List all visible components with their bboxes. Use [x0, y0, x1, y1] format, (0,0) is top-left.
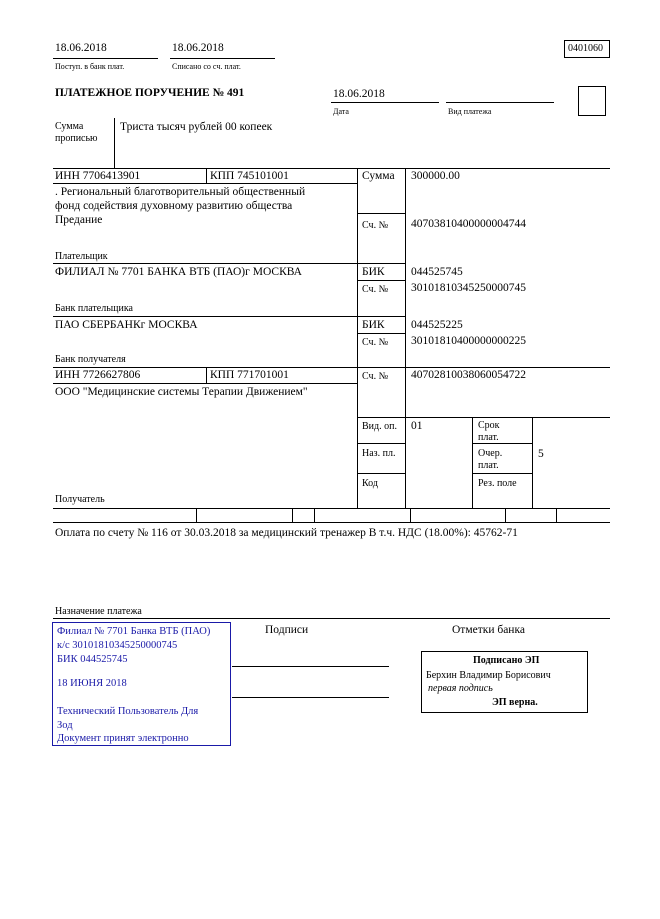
- kod-label: Код: [362, 478, 378, 489]
- purpose-label: Назначение платежа: [55, 606, 142, 617]
- ep-stamp: [421, 651, 588, 713]
- naz-pl-label: Наз. пл.: [362, 448, 396, 459]
- ep-stamp-verified: ЭП верна.: [492, 697, 538, 708]
- payer-bank-label: Банк плательщика: [55, 303, 133, 314]
- sum-value: 300000.00: [411, 170, 460, 182]
- form-code: 0401060: [568, 43, 603, 54]
- amount-words-value: Триста тысяч рублей 00 копеек: [120, 121, 273, 133]
- payer-name-line-3: Предание: [55, 214, 103, 226]
- payer-account-value: 40703810400000004744: [411, 218, 526, 230]
- bank-stamp-line-6: Зод: [57, 720, 73, 731]
- form-code-box: [564, 40, 610, 58]
- bank-stamp-line-5: Технический Пользователь Для: [57, 706, 199, 717]
- sum-label: Сумма: [362, 170, 395, 182]
- bank-stamp: [52, 622, 231, 746]
- received-label: Поступ. в банк плат.: [55, 62, 125, 71]
- bank-marks-label: Отметки банка: [452, 624, 525, 636]
- payer-bank-name: ФИЛИАЛ № 7701 БАНКА ВТБ (ПАО)г МОСКВА: [55, 266, 302, 278]
- payer-bank-bik-label: БИК: [362, 266, 385, 278]
- payee-bank-label: Банк получателя: [55, 354, 126, 365]
- ocher-label-1: Очер.: [478, 448, 503, 459]
- purpose-text: Оплата по счету № 116 от 30.03.2018 за медицинский тренажер В т.ч. НДС (18.00%): 45762-71: [55, 527, 518, 539]
- received-date: 18.06.2018: [55, 42, 107, 54]
- payee-inn: ИНН 7726627806: [55, 369, 141, 381]
- vid-op-label: Вид. оп.: [362, 421, 397, 432]
- bank-stamp-line-3: БИК 044525745: [57, 654, 128, 665]
- debited-date: 18.06.2018: [172, 42, 224, 54]
- ep-stamp-title: Подписано ЭП: [473, 655, 540, 666]
- date-label: Дата: [333, 107, 349, 116]
- payee-kpp: КПП 771701001: [210, 369, 289, 381]
- bank-stamp-date: 18 ИЮНЯ 2018: [57, 678, 127, 689]
- vid-op-value: 01: [411, 420, 423, 432]
- bank-stamp-line-1: Филиал № 7701 Банка ВТБ (ПАО): [57, 626, 211, 637]
- payment-type-box: [578, 86, 606, 116]
- payee-bank-account-label: Сч. №: [362, 337, 389, 348]
- amount-words-label-2: прописью: [55, 133, 98, 144]
- payee-bank-account-value: 30101810400000000225: [411, 335, 526, 347]
- signatures-label: Подписи: [265, 624, 309, 636]
- payee-name: ООО "Медицинские системы Терапии Движением": [55, 386, 308, 398]
- payer-bank-account-label: Сч. №: [362, 284, 389, 295]
- srok-label-1: Срок: [478, 420, 500, 431]
- payee-account-label: Сч. №: [362, 371, 389, 382]
- payer-inn: ИНН 7706413901: [55, 170, 141, 182]
- payer-label: Плательщик: [55, 251, 108, 262]
- payer-name-line-1: . Региональный благотворительный общественный: [55, 186, 306, 198]
- payment-type-label: Вид платежа: [448, 107, 492, 116]
- ocher-label-2: плат.: [478, 460, 499, 471]
- document-date: 18.06.2018: [333, 88, 385, 100]
- payer-account-label: Сч. №: [362, 220, 389, 231]
- payer-bank-bik-value: 044525745: [411, 266, 463, 278]
- payee-bank-name: ПАО СБЕРБАНКг МОСКВА: [55, 319, 198, 331]
- document-title: ПЛАТЕЖНОЕ ПОРУЧЕНИЕ № 491: [55, 87, 245, 99]
- payee-label: Получатель: [55, 494, 105, 505]
- payee-bank-bik-label: БИК: [362, 319, 385, 331]
- payee-account-value: 40702810038060054722: [411, 369, 526, 381]
- ocher-value: 5: [538, 448, 544, 460]
- amount-words-label-1: Сумма: [55, 121, 84, 132]
- bank-stamp-line-2: к/с 30101810345250000745: [57, 640, 178, 651]
- srok-label-2: плат.: [478, 432, 499, 443]
- payer-bank-account-value: 30101810345250000745: [411, 282, 526, 294]
- payee-bank-bik-value: 044525225: [411, 319, 463, 331]
- ep-stamp-signer: Берхин Владимир Борисович: [426, 670, 551, 681]
- debited-label: Списано со сч. плат.: [172, 62, 241, 71]
- payer-kpp: КПП 745101001: [210, 170, 289, 182]
- bank-stamp-line-7: Документ принят электронно: [57, 733, 189, 744]
- payer-name-line-2: фонд содействия духовному развитию общества: [55, 200, 293, 212]
- rez-pole-label: Рез. поле: [478, 478, 517, 489]
- ep-stamp-signature-type: первая подпись: [428, 683, 493, 694]
